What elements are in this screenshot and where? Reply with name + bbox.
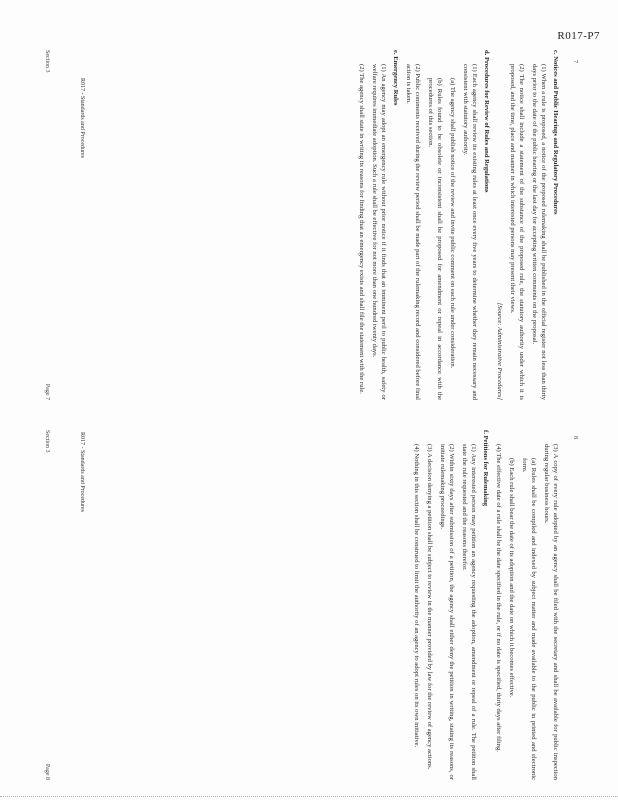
top-page-rotated-text [44, 50, 560, 400]
section-e-heading: e. Emergency Rules [392, 50, 399, 106]
section-d-list-item-a: (a) The agency shall publish notice of the review and invite public comment on each rule under consideration. [449, 78, 456, 369]
bottom-page-region [44, 430, 560, 780]
section-d-heading: d. Procedures for Review of Rules and Regulations [483, 50, 490, 193]
bottom-footer-right: Page 8 [44, 763, 50, 780]
section-f-paragraph-2: (2) Within sixty days after submission of a petition, the agency shall either deny the petition in writing, stating its reasons, or initiate rulemaking proceedings. [439, 444, 455, 780]
top-page-footer [42, 50, 51, 400]
bottom-footer-left: Section 3 [44, 430, 50, 453]
bottom-list-item-a: (a) Rules shall be compiled and indexed by subject matter and made available to the public in printed and electronic form. [521, 458, 537, 780]
section-e-paragraph-2: (2) The agency shall state in writing its reasons for finding that an emergency exists and shall file the statement with the rule. [358, 64, 365, 394]
bottom-side-note: R017 - Standards and Procedures [79, 432, 85, 512]
bottom-page-footer [42, 430, 51, 780]
section-f-paragraph-3: (3) A decision denying a petition shall be subject to review in the manner provided by law for the review of agency actions. [426, 444, 433, 770]
section-d-paragraph-2: (2) Public comments received during the review period shall be made part of the rulemaking record and considered before final action is taken. [405, 64, 421, 400]
bottom-paragraph-4: (4) The effective date of a rule shall be the date specified in the rule, or if no date is specified, thirty days after filing. [495, 444, 502, 752]
section-c-citation: [Source: Administrative Procedures] [496, 302, 503, 400]
section-f-paragraph-1: (1) Any interested person may petition an agency requesting the adoption, amendment or repeal of a rule. The petition shall state the rule requested and the reasons therefor. [461, 444, 477, 780]
bottom-dotted-rule [0, 796, 618, 797]
top-footer-right: Page 7 [44, 383, 50, 400]
bottom-intro-paragraph: (3) A copy of every rule adopted by an agency shall be filed with the secretary and shall be available for public inspection during regular business hours. [543, 444, 559, 780]
bottom-page-rotated-text [44, 430, 560, 780]
top-page-label: 7 [572, 60, 578, 63]
section-d-list-item-b: (b) Rules found to be obsolete or inconsistent shall be proposed for amendment or repeal in accordance with the procedures of this section. [427, 78, 443, 400]
section-d-paragraph-1: (1) Each agency shall review its existing rules at least once every five years to determine whether they remain necessary and consistent with statutory authority. [462, 64, 478, 400]
top-page-region [44, 50, 560, 400]
bottom-list-item-b: (b) Each rule shall bear the date of its adoption and the date on which it becomes effective. [508, 458, 515, 698]
document-id: R017-P7 [557, 30, 600, 42]
top-side-note: R017 - Standards and Procedures [79, 78, 85, 158]
top-footer-left: Section 3 [44, 50, 50, 73]
section-f-heading: f. Petitions for Rulemaking [482, 430, 489, 507]
section-e-paragraph-1: (1) An agency may adopt an emergency rule without prior notice if it finds that an imminent peril to public health, safety or welfare requires immediate adoption. Such a rule shall be effective for not more than one hundred twenty days. [371, 64, 387, 400]
section-c-heading: c. Notices and Public Hearings and Regulatory Procedures [552, 50, 559, 215]
section-c-paragraph-1: (1) When a rule is proposed, a notice of the proposed rulemaking shall be published in the official register not less than thirty days prior to the date of the public hearing or the last day for accepting written comments on the proposal. [531, 64, 547, 400]
section-c-paragraph-2: (2) The notice shall include a statement of the substance of the proposed rule, the statutory authority under which it is proposed, and the time, place and manner in which interested persons may present their views. [509, 64, 525, 400]
section-g-paragraph: (4) Nothing in this section shall be construed to limit the authority of an agency to adopt rules on its own initiative. [413, 444, 420, 748]
bottom-page-label: 8 [572, 436, 578, 439]
